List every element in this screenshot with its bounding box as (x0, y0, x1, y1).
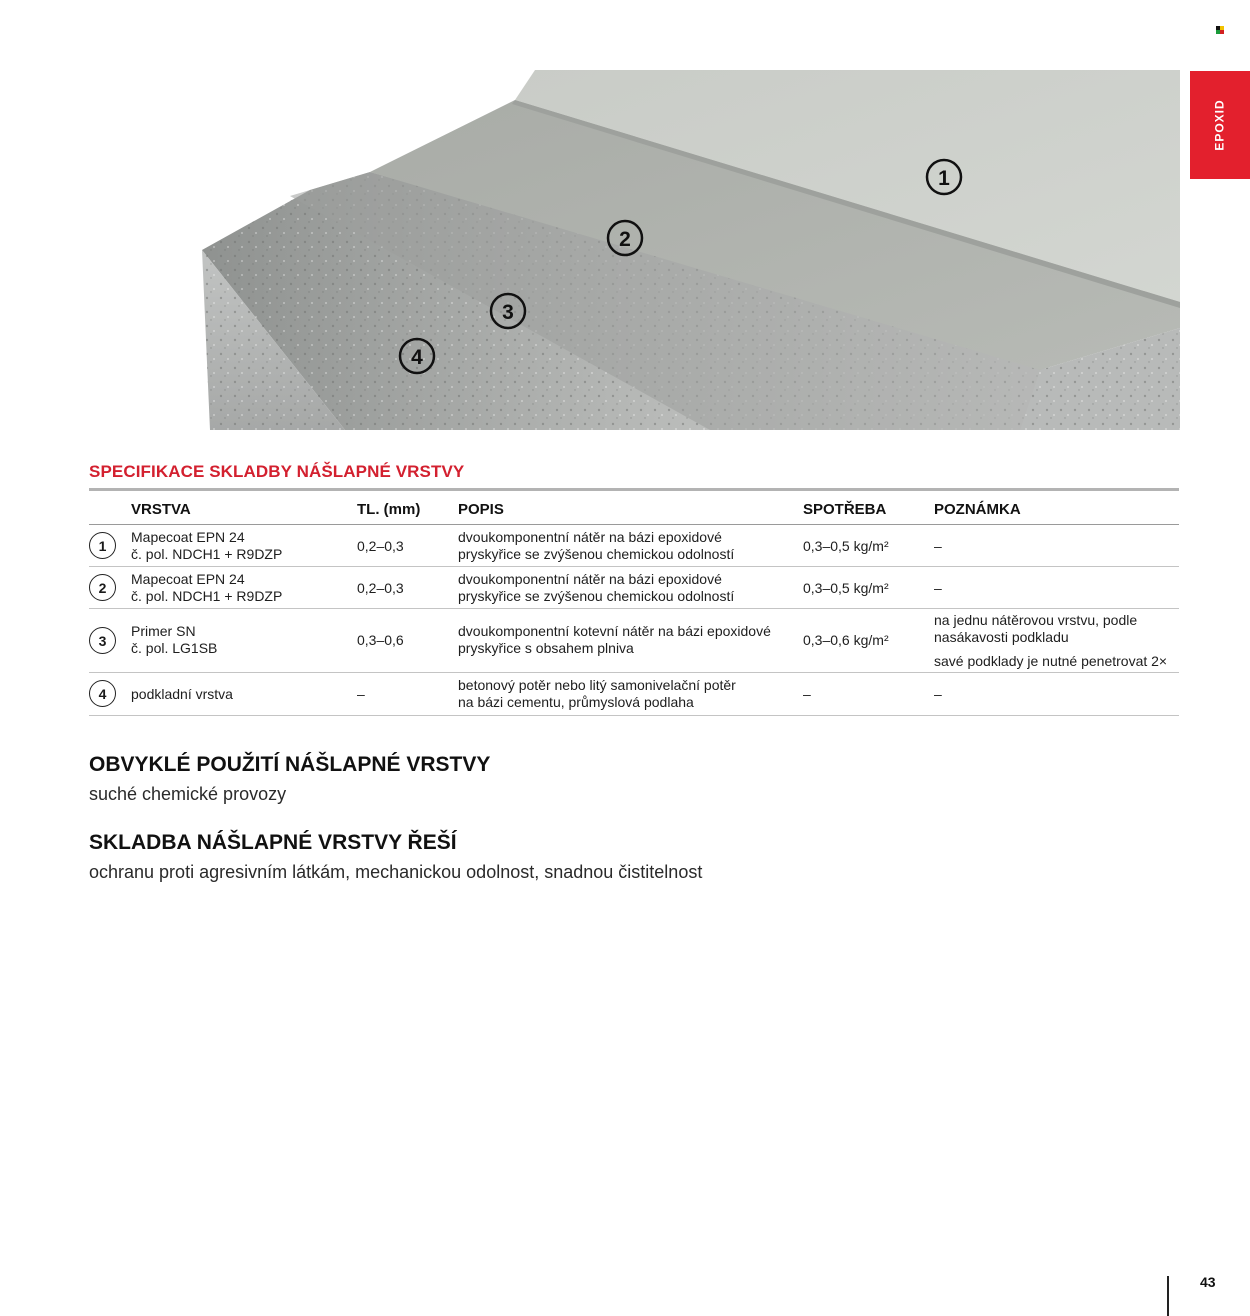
layer-thickness: – (357, 686, 365, 702)
layer-name: podkladní vrstva (131, 686, 233, 702)
layer-thickness: 0,2–0,3 (357, 580, 404, 596)
layer-name: Primer SN č. pol. LG1SB (131, 623, 218, 656)
layer-name: Mapecoat EPN 24 č. pol. NDCH1 + R9DZP (131, 529, 283, 562)
svg-text:2: 2 (619, 228, 631, 251)
layer-number-badge: 2 (89, 574, 116, 601)
header-tl: TL. (mm) (357, 501, 421, 518)
header-popis: POPIS (458, 501, 504, 518)
layer-note: – (934, 580, 942, 596)
svg-text:1: 1 (938, 167, 950, 190)
table-row (89, 525, 1179, 567)
layer-consumption: – (803, 686, 811, 702)
side-tab-label: EPOXID (1212, 99, 1227, 151)
header-spotreba: SPOTŘEBA (803, 501, 887, 518)
layer-note: – (934, 538, 942, 554)
layer-description: dvoukomponentní nátěr na bázi epoxidové pryskyřice se zvýšenou chemickou odolností (458, 571, 735, 604)
layer-thickness: 0,3–0,6 (357, 632, 404, 648)
svg-text:3: 3 (502, 301, 514, 324)
solves-title: SKLADBA NÁŠLAPNÉ VRSTVY ŘEŠÍ (89, 831, 457, 854)
layer-number-badge: 4 (89, 680, 116, 707)
spec-table (89, 488, 1179, 716)
spec-section-title: SPECIFIKACE SKLADBY NÁŠLAPNÉ VRSTVY (89, 462, 465, 481)
layer-number-badge: 3 (89, 627, 116, 654)
layer-consumption: 0,3–0,5 kg/m² (803, 580, 889, 596)
floor-layers-illustration (190, 70, 1180, 430)
side-tab (1190, 71, 1250, 179)
svg-text:4: 4 (411, 346, 423, 369)
layer-number-badge: 1 (89, 532, 116, 559)
header-vrstva: VRSTVA (131, 501, 191, 518)
layer-note: na jednu nátěrovou vrstvu, podle nasákavosti podkladu savé podklady je nutné penetrovat 2× (934, 612, 1168, 669)
header-poznamka: POZNÁMKA (934, 501, 1021, 518)
layer-description: betonový potěr nebo litý samonivelační potěr na bázi cementu, průmyslová podlaha (458, 677, 736, 710)
layer-description: dvoukomponentní kotevní nátěr na bázi epoxidové pryskyřice s obsahem plniva (458, 623, 771, 656)
page-number-rule (1167, 1276, 1169, 1316)
layer-thickness: 0,2–0,3 (357, 538, 404, 554)
layer-consumption: 0,3–0,5 kg/m² (803, 538, 889, 554)
layer-name: Mapecoat EPN 24 č. pol. NDCH1 + R9DZP (131, 571, 283, 604)
table-row (89, 609, 1179, 673)
layer-consumption: 0,3–0,6 kg/m² (803, 632, 889, 648)
table-header-row (89, 491, 1179, 525)
layer-note: – (934, 686, 942, 702)
usage-title: OBVYKLÉ POUŽITÍ NÁŠLAPNÉ VRSTVY (89, 753, 491, 776)
table-row (89, 567, 1179, 609)
print-color-mark (1216, 26, 1226, 34)
page-number: 43 (1200, 1274, 1216, 1290)
layer-description: dvoukomponentní nátěr na bázi epoxidové pryskyřice se zvýšenou chemickou odolností (458, 529, 735, 562)
usage-text: suché chemické provozy (89, 784, 287, 804)
table-row (89, 673, 1179, 716)
solves-text: ochranu proti agresivním látkám, mechanickou odolnost, snadnou čistitelnost (89, 862, 703, 882)
